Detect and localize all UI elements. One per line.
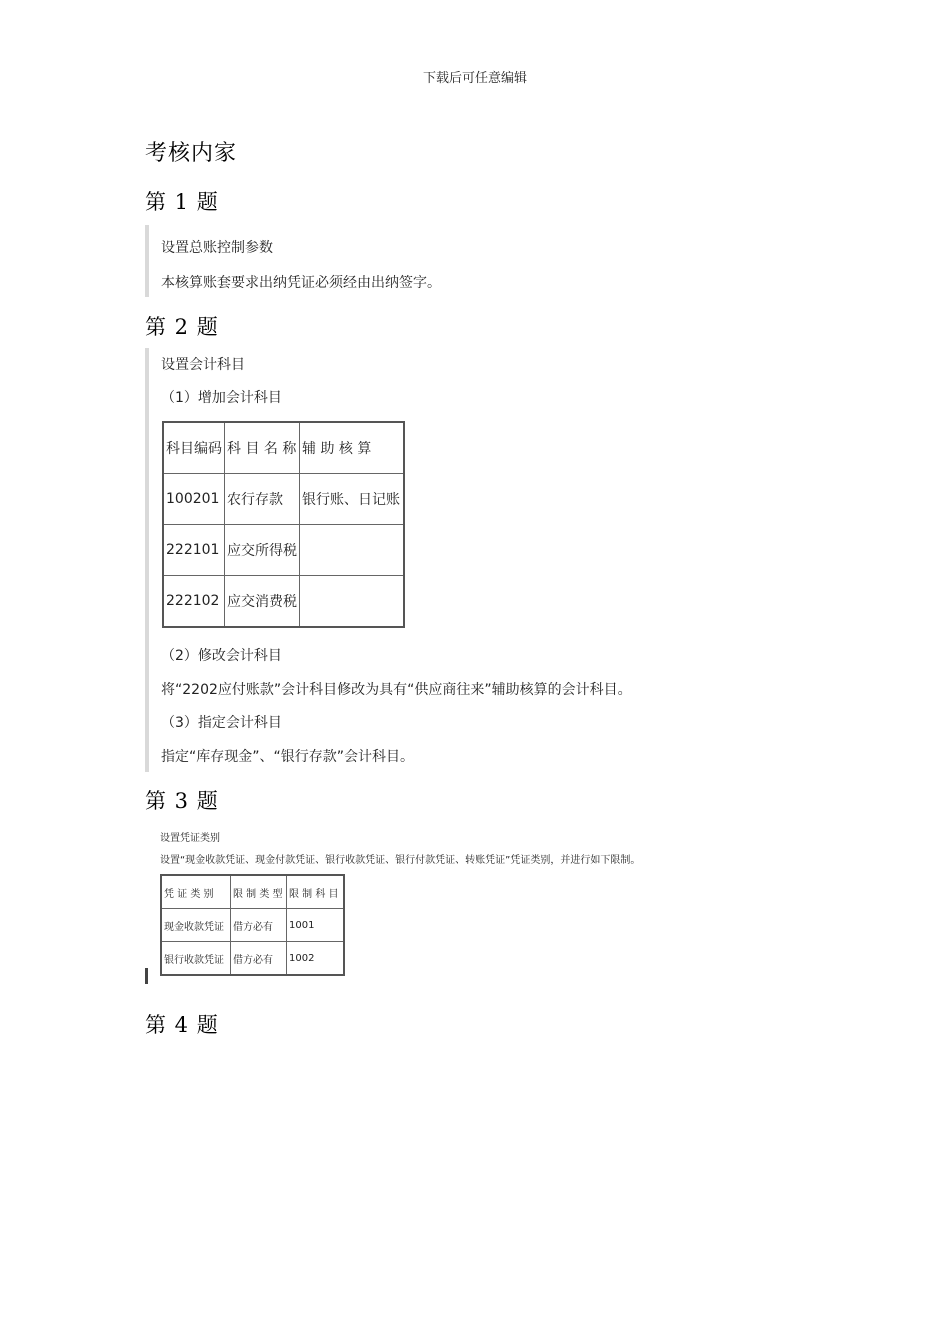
question-4-heading: 第 4 题 [145, 1013, 219, 1037]
table-cell: 应交消费税 [225, 576, 300, 628]
table-cell: 农行存款 [225, 474, 300, 525]
question-3-content [145, 822, 705, 984]
table-header-cell: 限 制 类 型 [231, 875, 287, 909]
table-row [163, 576, 404, 628]
table-cell: 100201 [163, 474, 225, 525]
voucher-type-table [160, 874, 345, 976]
table-cell: 银行收款凭证 [161, 942, 231, 976]
q2-line-step-1: （1）增加会计科目 [161, 390, 282, 406]
table-cell: 222101 [163, 525, 225, 576]
q2-line-step-2: （2）修改会计科目 [161, 648, 282, 664]
q1-line-requirement: 本核算账套要求出纳凭证必须经由出纳签字。 [161, 275, 441, 291]
q1-line-title: 设置总账控制参数 [161, 240, 273, 256]
table-header-cell: 辅 助 核 算 [300, 422, 405, 474]
page-header-note: 下载后可任意编辑 [422, 71, 527, 86]
table-cell: 222102 [163, 576, 225, 628]
table-header-row [163, 422, 404, 474]
question-3-heading: 第 3 题 [145, 789, 219, 813]
question-1-content [145, 225, 475, 297]
table-header-cell: 限 制 科 目 [287, 875, 345, 909]
q2-line-step-2-detail: 将“2202应付账款”会计科目修改为具有“供应商往来”辅助核算的会计科目。 [161, 682, 632, 698]
table-cell: 借方必有 [231, 942, 287, 976]
table-cell: 借方必有 [231, 909, 287, 942]
q3-line-title: 设置凭证类别 [160, 833, 220, 844]
question-1-heading: 第 1 题 [145, 190, 219, 214]
q3-line-requirement: 设置“现金收款凭证、现金付款凭证、银行收款凭证、银行付款凭证、转账凭证”凭证类别，并进行如下限制。 [160, 855, 641, 866]
table-cell: 银行账、日记账 [300, 474, 405, 525]
table-header-cell: 科目编码 [163, 422, 225, 474]
q2-line-title: 设置会计科目 [161, 357, 245, 373]
q2-line-step-3-detail: 指定“库存现金”、“银行存款”会计科目。 [161, 749, 415, 765]
table-cell: 1002 [287, 942, 345, 976]
table-cell: 应交所得税 [225, 525, 300, 576]
question-2-heading: 第 2 题 [145, 315, 219, 339]
table-cell: 现金收款凭证 [161, 909, 231, 942]
table-header-row [161, 875, 344, 909]
document-title: 考核内家 [145, 141, 238, 166]
left-edge-bar [145, 968, 148, 984]
table-header-cell: 科 目 名 称 [225, 422, 300, 474]
table-row [161, 942, 344, 976]
table-row [163, 525, 404, 576]
question-2-content [145, 348, 685, 772]
table-row [161, 909, 344, 942]
account-table [162, 421, 405, 628]
table-row [163, 474, 404, 525]
table-cell: 1001 [287, 909, 345, 942]
q2-line-step-3: （3）指定会计科目 [161, 715, 282, 731]
table-cell [300, 525, 405, 576]
table-header-cell: 凭 证 类 别 [161, 875, 231, 909]
table-cell [300, 576, 405, 628]
